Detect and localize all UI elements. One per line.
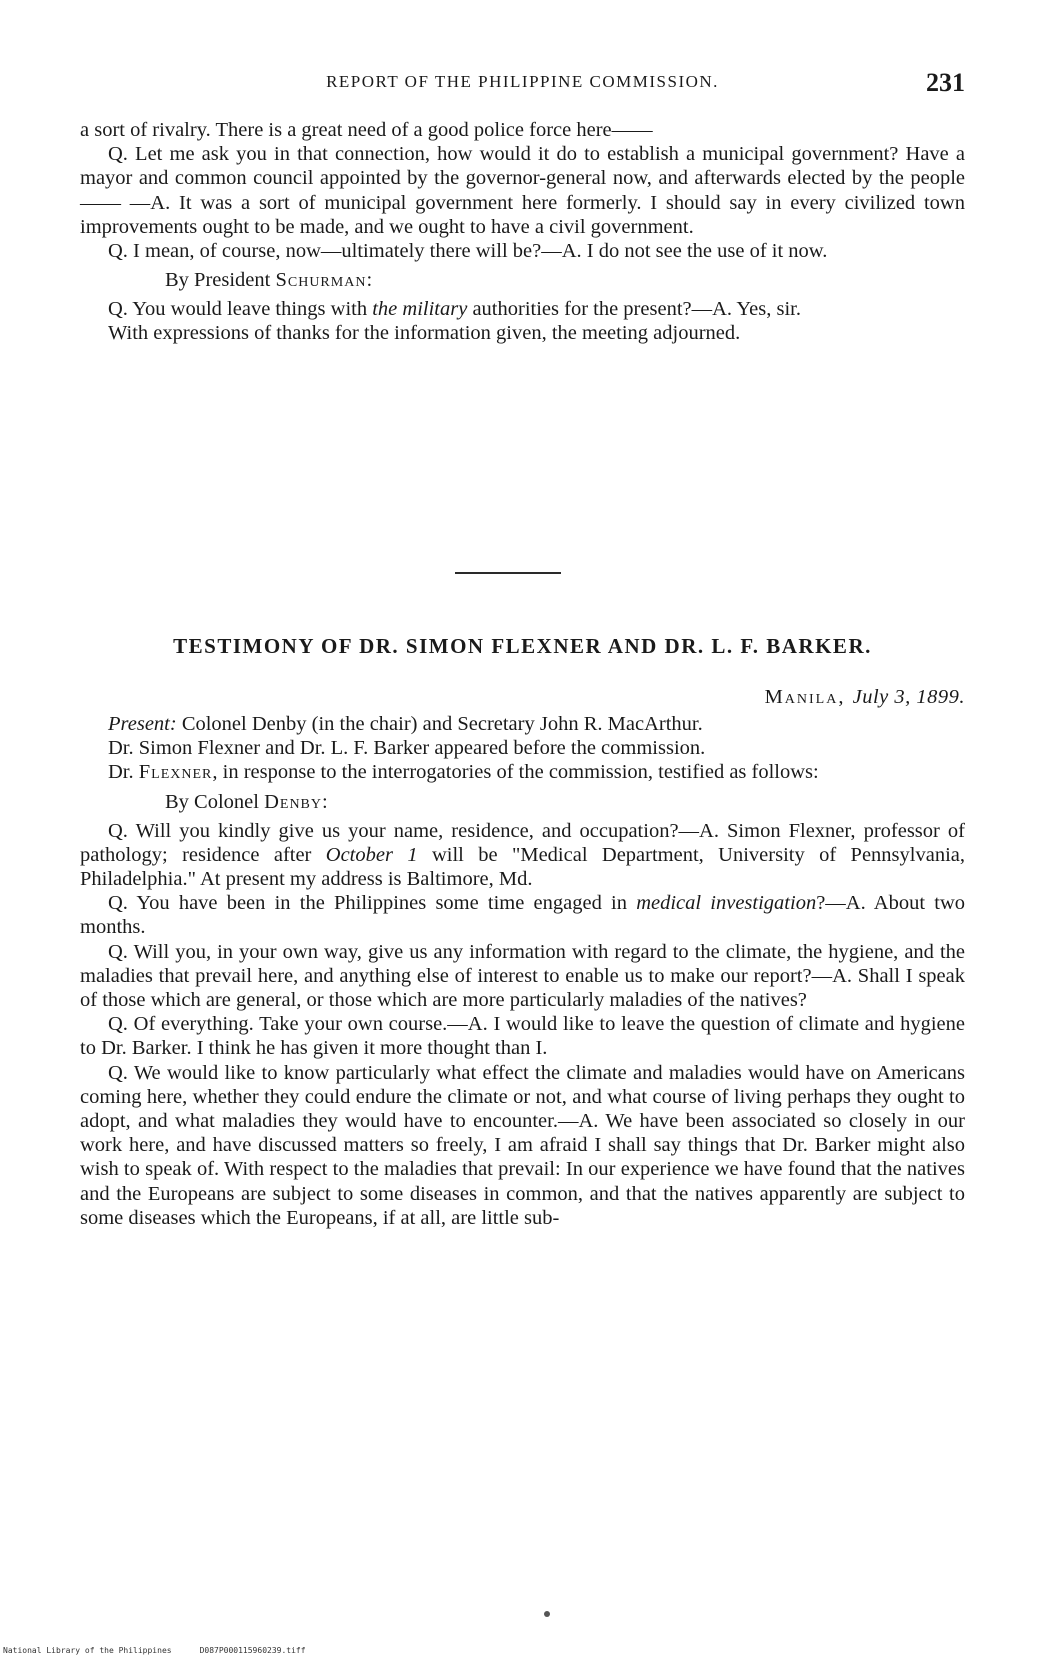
speck-mark (544, 1611, 550, 1617)
paragraph-municipal-government: Q. Let me ask you in that connection, how would it do to establish a municipal government? Have a mayor and common council appointed by the governor-general now, and afterwards elected by the people—— —A. It was a sort of municipal government here formerly. I should say in every civilized town improvements ought to be made, and we ought to have a civil government. (80, 143, 965, 238)
paragraph-appeared: Dr. Simon Flexner and Dr. L. F. Barker appeared before the commission. (108, 737, 706, 760)
flexner-name: Flexner (138, 761, 213, 784)
text-run: Q. You would leave things with (108, 298, 373, 321)
paragraph-name-residence (80, 819, 965, 892)
paragraph-adjourned: With expressions of thanks for the information given, the meeting adjourned. (108, 322, 741, 345)
paragraph-everything: Q. Of everything. Take your own course.—A. I would like to leave the question of climate and hygiene to Dr. Barker. I think he has given it more thought than I. (80, 1013, 965, 1060)
text-run: Dr. (108, 761, 139, 784)
footer-library: National Library of the Philippines (3, 1646, 172, 1655)
speaker-name: Denby (264, 790, 323, 813)
text-run: ?—A. About two months. (80, 892, 965, 939)
paragraph-climate-hygiene: Q. Will you, in your own way, give us any information with regard to the climate, the hygiene, and the maladies that prevail here, and anything else of interest to enable us to make our report?—A. Shall I speak of those which are general, or those which are more particularly maladies of the natives? (80, 940, 965, 1012)
previous-testimony-ending (80, 118, 965, 346)
italic-run: October 1 (325, 843, 418, 866)
paragraph-ultimately: Q. I mean, of course, now—ultimately there will be?—A. I do not see the use of it now. (108, 240, 828, 263)
present-label: Present: (108, 713, 177, 735)
italic-run: medical investigation (636, 892, 817, 915)
speaker-heading-denby (80, 789, 965, 815)
paragraph-present (80, 712, 965, 736)
speaker-name: Schurman (275, 269, 367, 292)
speaker-prefix: By Colonel (165, 790, 265, 813)
paragraph-effect-on-americans: Q. We would like to know particularly what effect the climate and maladies would have on Americans coming here, whether they could endure the climate or not, and what course of living perhaps they ought to adopt, and what maladies they would have to encounter.—A. We have been associated so closely in our work here, and have discussed matters so freely, I am afraid I shall say things that Dr. Barker might also wish to speak of. With respect to the maladies that prevail: In our experience we have found that the natives and the Europeans are subject to some diseases in common, and that the natives apparently are subject to some diseases which the Europeans, if at all, are little sub- (80, 1061, 965, 1229)
present-text: Colonel Denby (in the chair) and Secretary John R. MacArthur. (176, 713, 703, 735)
paragraph-flexner-testified (80, 760, 965, 784)
page-number: 231 (926, 68, 965, 97)
speaker-suffix: : (366, 269, 373, 292)
text-run: will be "Medical Department, University of Pennsylvania, Philadelphia." At present my address is Baltimore, Md. (80, 843, 965, 891)
text-run: Q. Will you kindly give us your name, residence, and occupation?—A. Simon Flexner, professor of pathology; residence after (80, 819, 965, 866)
dateline-date: July 3, 1899. (852, 686, 965, 708)
dateline-place: Manila, (764, 686, 853, 708)
italic-run: the military (372, 298, 468, 321)
running-head (80, 68, 965, 104)
testimony-title: TESTIMONY OF DR. SIMON FLEXNER AND DR. L. F. BARKER. (173, 634, 872, 658)
paragraph-military-authorities (80, 297, 965, 321)
text-run: authorities for the present?—A. Yes, sir. (467, 298, 801, 321)
text-run: Q. You have been in the Philippines some time engaged in (108, 892, 637, 915)
text-run: , in response to the interrogatories of the commission, testified as follows: (212, 761, 819, 784)
scan-footer (3, 1646, 306, 1655)
dateline (80, 684, 965, 710)
section-divider (455, 572, 561, 574)
speaker-suffix: : (322, 790, 328, 813)
paragraph-rivalry: a sort of rivalry. There is a great need of a good police force here—— (80, 119, 653, 141)
running-title: REPORT OF THE PHILIPPINE COMMISSION. (326, 72, 719, 91)
footer-file: D087P000115960239.tiff (199, 1646, 306, 1655)
speaker-heading-schurman (80, 267, 965, 293)
speaker-prefix: By President (165, 269, 276, 292)
testimony-body (80, 684, 965, 1230)
paragraph-philippines-time (80, 891, 965, 939)
